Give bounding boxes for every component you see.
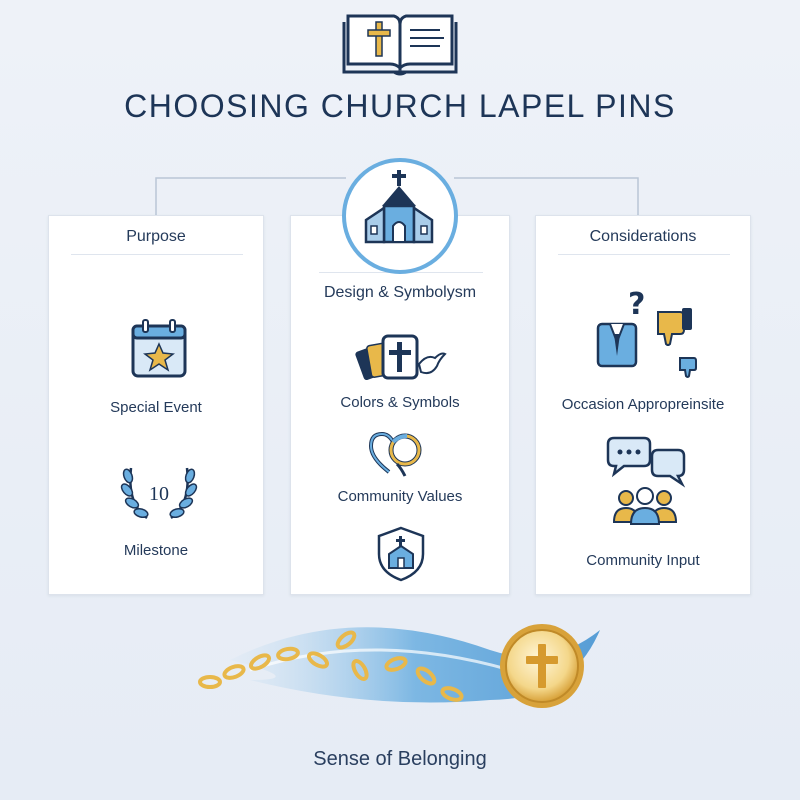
purpose-title: Purpose (126, 228, 186, 245)
milestone-label: Milestone (123, 542, 189, 559)
purpose-card (48, 215, 264, 595)
church-icon (346, 162, 454, 270)
chain-swoosh-cross-coin-icon (190, 610, 610, 730)
suit-question-thumbs-down-icon (588, 284, 708, 384)
laurel-wreath-icon (119, 456, 199, 526)
considerations-card (535, 215, 751, 595)
interlocked-hearts-icon (367, 428, 435, 478)
open-bible-cross-icon (340, 8, 460, 76)
community-values-label: Community Values (337, 488, 463, 505)
church-medallion (342, 158, 458, 274)
divider (71, 254, 243, 255)
divider (558, 254, 730, 255)
considerations-title: Considerations (589, 228, 697, 245)
cards-cross-dove-icon (355, 328, 449, 386)
milestone-number: 10 (149, 483, 169, 505)
calendar-star-icon (129, 316, 189, 382)
occasion-appropriateness-label: Occasion Appropreinsite (561, 396, 725, 413)
colors-symbols-label: Colors & Symbols (340, 394, 460, 411)
design-title: Design & Symbolysm (323, 284, 477, 301)
special-event-label: Special Event (110, 399, 202, 416)
sense-of-belonging-label: Sense of Belonging (313, 748, 487, 770)
community-input-label: Community Input (586, 552, 700, 569)
church-shield-icon (373, 524, 429, 584)
speech-bubbles-people-icon (600, 434, 696, 530)
svg-text:?: ? (628, 287, 646, 322)
page-title: CHOOSING CHURCH LAPEL PINS (124, 88, 676, 124)
